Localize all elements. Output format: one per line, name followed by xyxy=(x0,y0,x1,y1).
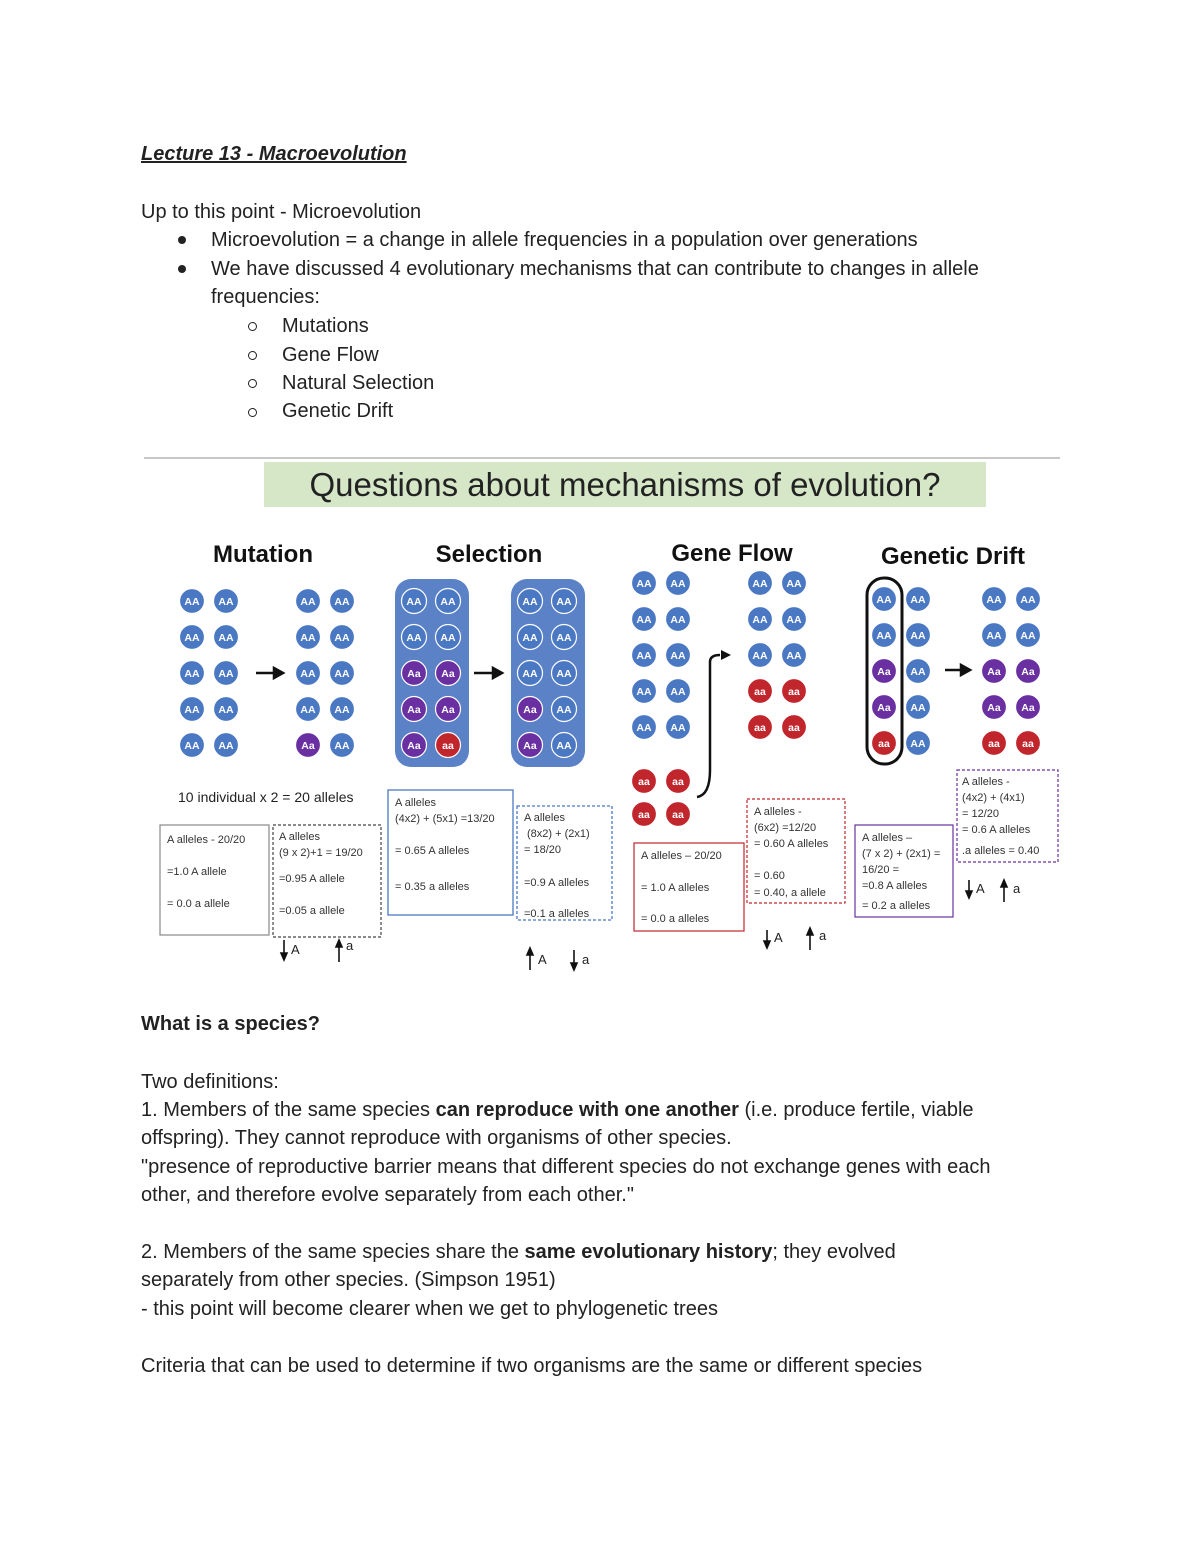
drift-box2-line: A alleles - xyxy=(962,776,1010,788)
allele-circle-label: AA xyxy=(986,630,1002,642)
bullet-dot xyxy=(178,236,186,244)
allele-circle-label: aa xyxy=(672,809,684,821)
allele-circle-label: AA xyxy=(910,702,926,714)
allele-circle-label: AA xyxy=(406,596,422,608)
allele-circle-label: AA xyxy=(218,668,234,680)
allele-circle-label: AA xyxy=(1020,594,1036,606)
gene-flow-box2-line: = 0.60 xyxy=(754,870,785,882)
gene-flow-box1-line: = 0.0 a alleles xyxy=(641,913,710,925)
bullet-mechanisms-cont: frequencies: xyxy=(211,286,320,308)
allele-circle-label: Aa xyxy=(523,704,537,716)
allele-circle-label: aa xyxy=(754,722,766,734)
allele-circle-label: Aa xyxy=(301,740,315,752)
selection-box2-line: A alleles xyxy=(524,812,565,824)
allele-circle-label: AA xyxy=(636,686,652,698)
allele-circle-label: AA xyxy=(440,596,456,608)
allele-circle-label: Aa xyxy=(877,702,891,714)
mutation-arrow-label-A: A xyxy=(291,942,300,957)
definition-1-emphasis: can reproduce with one another xyxy=(435,1099,739,1121)
mutation-caption: 10 individual x 2 = 20 alleles xyxy=(178,789,354,805)
sub-bullet-genetic-drift: Genetic Drift xyxy=(282,400,394,422)
panel-title-gene-flow: Gene Flow xyxy=(671,540,793,567)
panel-title-selection: Selection xyxy=(435,541,543,568)
drift-box1-line: =0.8 A alleles xyxy=(862,880,928,892)
gene-flow-box2-line: = 0.60 A alleles xyxy=(754,838,829,850)
allele-circle-label: aa xyxy=(754,686,766,698)
allele-circle-label: AA xyxy=(218,740,234,752)
allele-circle-label: Aa xyxy=(1021,702,1035,714)
definition-1-line2: offspring). They cannot reproduce with organisms of other species. xyxy=(141,1127,732,1149)
drift-box1-line: (7 x 2) + (2x1) = xyxy=(862,848,941,860)
mutation-box1-line: = 0.0 a allele xyxy=(167,898,230,910)
allele-circle-label: aa xyxy=(788,686,800,698)
sub-bullet-ring xyxy=(248,408,257,417)
allele-circle-label: AA xyxy=(556,668,572,680)
allele-circle-label: AA xyxy=(910,666,926,678)
allele-circle-label: AA xyxy=(184,596,200,608)
allele-circle-label: AA xyxy=(786,614,802,626)
allele-circle-label: Aa xyxy=(523,740,537,752)
sub-bullet-mutations: Mutations xyxy=(282,315,369,337)
allele-circle-label: AA xyxy=(556,740,572,752)
gene-flow-arrow-label-a: a xyxy=(819,928,827,943)
definition-2 xyxy=(141,1238,896,1266)
selection-arrow-label-A: A xyxy=(538,952,547,967)
gene-flow-box2-line: = 0.40, a allele xyxy=(754,887,826,899)
allele-circle-label: AA xyxy=(184,740,200,752)
allele-circle-label: AA xyxy=(184,632,200,644)
selection-box1-line: = 0.65 A alleles xyxy=(395,845,470,857)
allele-circle-label: AA xyxy=(556,704,572,716)
definition-2-text: 2. Members of the same species share the xyxy=(141,1241,525,1263)
panel-title-genetic-drift: Genetic Drift xyxy=(880,543,1026,570)
allele-circle-label: AA xyxy=(752,650,768,662)
gene-flow-migration-arrow xyxy=(697,655,720,797)
allele-circle-label: AA xyxy=(300,632,316,644)
allele-circle-label: AA xyxy=(218,704,234,716)
allele-circle-label: AA xyxy=(522,668,538,680)
mutation-box1-line: A alleles - 20/20 xyxy=(167,834,246,846)
gene-flow-box1-line: A alleles – 20/20 xyxy=(641,850,722,862)
allele-circle-label: aa xyxy=(988,738,1000,750)
mutation-box2-line: =0.95 A allele xyxy=(279,873,345,885)
allele-circle-label: AA xyxy=(636,578,652,590)
allele-circle-label: AA xyxy=(670,614,686,626)
allele-circle-label: AA xyxy=(300,596,316,608)
allele-circle-label: AA xyxy=(218,596,234,608)
sub-bullet-natural-selection: Natural Selection xyxy=(282,372,435,394)
drift-box2-line: .a alleles = 0.40 xyxy=(962,845,1040,857)
allele-circle-label: AA xyxy=(986,594,1002,606)
allele-circle-label: aa xyxy=(878,738,890,750)
allele-circle-label: AA xyxy=(786,578,802,590)
definition-2-emphasis: same evolutionary history xyxy=(524,1241,773,1263)
allele-circle-label: aa xyxy=(672,776,684,788)
allele-circle-label: AA xyxy=(876,594,892,606)
allele-circle-label: AA xyxy=(440,632,456,644)
allele-circle-label: AA xyxy=(334,668,350,680)
drift-box1-line: = 0.2 a alleles xyxy=(862,900,931,912)
mutation-box2-line: =0.05 a allele xyxy=(279,905,345,917)
quote-line-1: "presence of reproductive barrier means that different species do not exchange genes with each xyxy=(141,1156,991,1178)
mutation-box2-line: A alleles xyxy=(279,831,320,843)
stage-arrows xyxy=(256,665,970,678)
allele-circle-label: AA xyxy=(910,594,926,606)
allele-circle-label: aa xyxy=(638,809,650,821)
allele-circle-label: Aa xyxy=(441,704,455,716)
sub-bullet-ring xyxy=(248,351,257,360)
allele-circle-label: Aa xyxy=(407,740,421,752)
sub-bullet-ring xyxy=(248,379,257,388)
definition-1-text: 1. Members of the same species xyxy=(141,1099,436,1121)
figure-svg xyxy=(0,450,1200,990)
bullet-microevolution: Microevolution = a change in allele frequencies in a population over generations xyxy=(211,229,918,251)
allele-circle-label: AA xyxy=(300,668,316,680)
allele-circle-label: Aa xyxy=(987,666,1001,678)
drift-box2-line: = 12/20 xyxy=(962,808,1000,820)
selection-box1-line: A alleles xyxy=(395,797,436,809)
allele-circle-label: AA xyxy=(876,630,892,642)
allele-circle-label: AA xyxy=(752,614,768,626)
allele-circle-label: Aa xyxy=(407,668,421,680)
two-definitions: Two definitions: xyxy=(141,1071,279,1093)
allele-circle-label: AA xyxy=(556,596,572,608)
selection-box1-line: (4x2) + (5x1) =13/20 xyxy=(395,813,495,825)
allele-circle-label: AA xyxy=(300,704,316,716)
allele-circle-label: AA xyxy=(406,632,422,644)
allele-circle-label: AA xyxy=(1020,630,1036,642)
allele-circle-label: Aa xyxy=(1021,666,1035,678)
drift-box2-line: (4x2) + (4x1) xyxy=(962,792,1025,804)
allele-circle-label: AA xyxy=(334,632,350,644)
selection-box2-line: (8x2) + (2x1) xyxy=(527,828,590,840)
gene-flow-box2-line: (6x2) =12/20 xyxy=(754,822,817,834)
allele-circle-label: AA xyxy=(556,632,572,644)
allele-circle-label: Aa xyxy=(441,668,455,680)
lecture-title: Lecture 13 - Macroevolution xyxy=(141,143,407,165)
definition-1 xyxy=(141,1096,974,1124)
definition-2-text: ; they evolved xyxy=(772,1241,896,1263)
allele-circle-label: AA xyxy=(670,686,686,698)
selection-box2-line: =0.9 A alleles xyxy=(524,877,590,889)
allele-circle-label: AA xyxy=(636,650,652,662)
allele-circle-label: AA xyxy=(184,668,200,680)
allele-circle-label: Aa xyxy=(987,702,1001,714)
selection-box2-line: = 18/20 xyxy=(524,844,562,856)
allele-circle-label: aa xyxy=(442,740,454,752)
allele-circle-label: AA xyxy=(752,578,768,590)
allele-circle-label: AA xyxy=(334,596,350,608)
gene-flow-box2-line: A alleles - xyxy=(754,806,802,818)
allele-circle-label: AA xyxy=(184,704,200,716)
allele-circle-label: aa xyxy=(1022,738,1034,750)
banner-title: Questions about mechanisms of evolution? xyxy=(309,466,941,503)
gene-flow-box1-line: = 1.0 A alleles xyxy=(641,882,710,894)
drift-box1-line: A alleles – xyxy=(862,832,913,844)
allele-circle-label: AA xyxy=(910,630,926,642)
allele-circle-label: AA xyxy=(670,578,686,590)
evolution-mechanisms-figure xyxy=(0,450,1200,990)
gene-flow-arrow-label-A: A xyxy=(774,930,783,945)
allele-circle-label: AA xyxy=(670,650,686,662)
species-heading: What is a species? xyxy=(141,1013,320,1035)
criteria-line: Criteria that can be used to determine if two organisms are the same or different species xyxy=(141,1355,923,1377)
selection-arrow-label-a: a xyxy=(582,952,590,967)
allele-circle-label: AA xyxy=(636,722,652,734)
bullet-mechanisms: We have discussed 4 evolutionary mechanisms that can contribute to changes in allele xyxy=(211,258,979,280)
allele-circle-label: aa xyxy=(788,722,800,734)
bullet-dot xyxy=(178,265,186,273)
definition-2-note: - this point will become clearer when we get to phylogenetic trees xyxy=(141,1298,718,1320)
drift-box2-line: = 0.6 A alleles xyxy=(962,824,1031,836)
selection-box2-line: =0.1 a alleles xyxy=(524,908,590,920)
panel-title-mutation: Mutation xyxy=(213,541,313,568)
drift-arrow-label-A: A xyxy=(976,881,985,896)
allele-circle-label: AA xyxy=(670,722,686,734)
mutation-box2-line: (9 x 2)+1 = 19/20 xyxy=(279,847,363,859)
allele-circle-label: Aa xyxy=(877,666,891,678)
definition-2-line2: separately from other species. (Simpson 1951) xyxy=(141,1269,556,1291)
quote-line-2: other, and therefore evolve separately from each other." xyxy=(141,1184,634,1206)
selection-box1-line: = 0.35 a alleles xyxy=(395,881,470,893)
definition-1-text: (i.e. produce fertile, viable xyxy=(738,1099,974,1121)
mutation-arrow-label-a: a xyxy=(346,938,354,953)
drift-arrow-label-a: a xyxy=(1013,881,1021,896)
drift-box1-line: 16/20 = xyxy=(862,864,900,876)
allele-circle-label: AA xyxy=(334,704,350,716)
allele-circle-label: AA xyxy=(218,632,234,644)
intro-line: Up to this point - Microevolution xyxy=(141,201,422,223)
sub-bullet-ring xyxy=(248,322,257,331)
allele-circle-label: AA xyxy=(910,738,926,750)
allele-circle-label: aa xyxy=(638,776,650,788)
allele-circle-label: AA xyxy=(522,596,538,608)
sub-bullet-gene-flow: Gene Flow xyxy=(282,344,379,366)
allele-circle-label: AA xyxy=(786,650,802,662)
allele-circle-label: Aa xyxy=(407,704,421,716)
allele-circle-label: AA xyxy=(522,632,538,644)
mutation-box1-line: =1.0 A allele xyxy=(167,866,227,878)
allele-circle-label: AA xyxy=(636,614,652,626)
allele-circle-label: AA xyxy=(334,740,350,752)
